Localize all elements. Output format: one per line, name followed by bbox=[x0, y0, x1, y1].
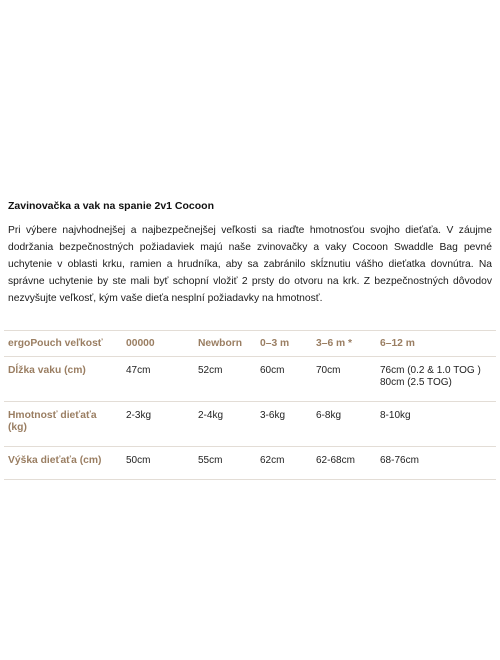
table-cell: 68-76cm bbox=[376, 447, 496, 480]
table-cell: 62cm bbox=[256, 447, 312, 480]
table-cell: 52cm bbox=[194, 357, 256, 402]
header-size-3-6m: 3–6 m * bbox=[312, 331, 376, 357]
table-row bbox=[4, 447, 496, 480]
header-size-newborn: Newborn bbox=[194, 331, 256, 357]
table-cell: 76cm (0.2 & 1.0 TOG ) 80cm (2.5 TOG) bbox=[376, 357, 496, 402]
table-cell: 60cm bbox=[256, 357, 312, 402]
table-cell: 2-3kg bbox=[122, 402, 194, 447]
intro-paragraph: Pri výbere najvhodnejšej a najbezpečnejšej veľkosti sa riaďte hmotnosťou svojho dieťaťa. V záujme dodržania bezpečnostných požiadaviek majú naše zvinovačky a vaky Cocoon Swaddle Bag pevné uchytenie v oblasti krku, ramien a hrudníka, aby sa zabránilo skĺznutiu vášho dieťatka dovnútra. Na správne uchytenie by ste mali byť schopní vložiť 2 prsty do otvoru na krk. Z bezpečnostných dôvodov nezvyšujte veľkosť, kým vaše dieťa nesplní požiadavky na hmotnosť. bbox=[8, 225, 492, 304]
size-table bbox=[4, 330, 496, 480]
row-label-length: Dĺžka vaku (cm) bbox=[4, 357, 122, 402]
header-size-00000: 00000 bbox=[122, 331, 194, 357]
table-row bbox=[4, 402, 496, 447]
header-size-label: ergoPouch veľkosť bbox=[4, 331, 122, 357]
table-header-row bbox=[4, 331, 496, 357]
table-cell: 8-10kg bbox=[376, 402, 496, 447]
table-row bbox=[4, 357, 496, 402]
document-title: Zavinovačka a vak na spanie 2v1 Cocoon bbox=[8, 200, 215, 212]
row-label-height: Výška dieťaťa (cm) bbox=[4, 447, 122, 480]
table-cell: 47cm bbox=[122, 357, 194, 402]
table-cell: 55cm bbox=[194, 447, 256, 480]
table-cell: 62-68cm bbox=[312, 447, 376, 480]
row-label-weight: Hmotnosť dieťaťa (kg) bbox=[4, 402, 122, 447]
table-cell: 50cm bbox=[122, 447, 194, 480]
table-cell: 70cm bbox=[312, 357, 376, 402]
table-cell: 3-6kg bbox=[256, 402, 312, 447]
header-size-6-12m: 6–12 m bbox=[376, 331, 496, 357]
table-cell: 6-8kg bbox=[312, 402, 376, 447]
header-size-0-3m: 0–3 m bbox=[256, 331, 312, 357]
table-cell: 2-4kg bbox=[194, 402, 256, 447]
